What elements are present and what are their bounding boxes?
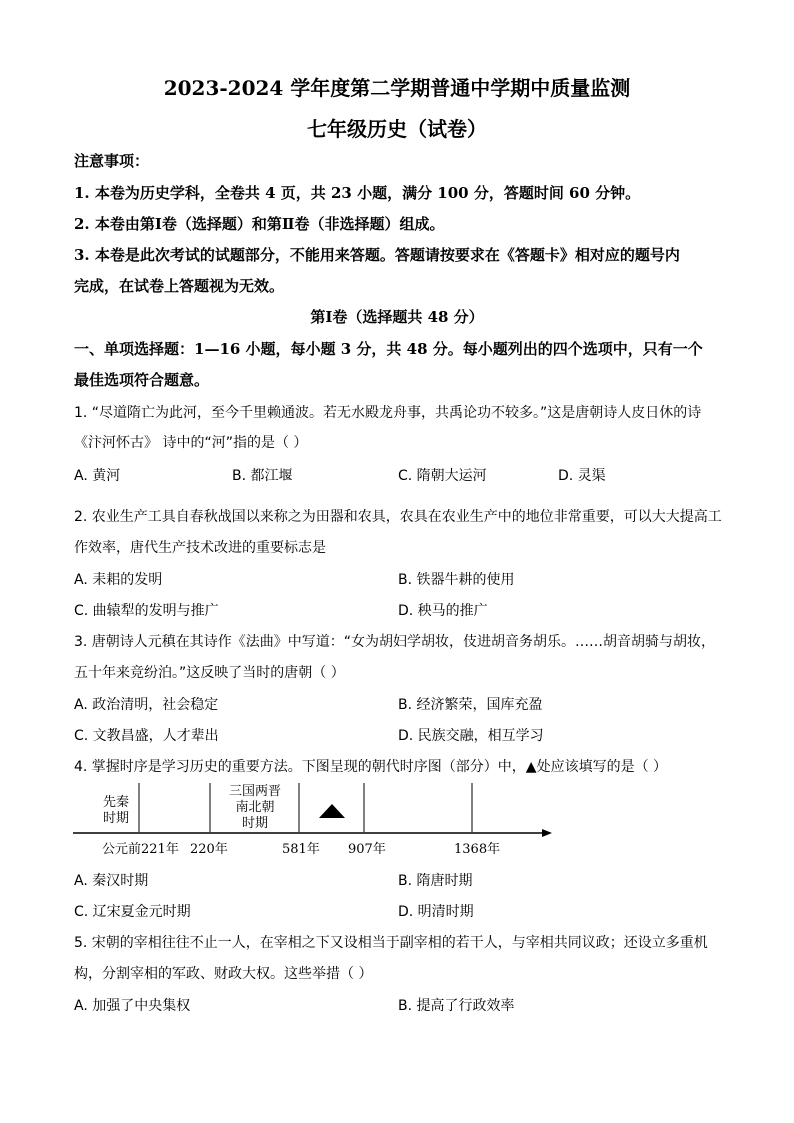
period-label: 三国两晋 <box>228 784 282 799</box>
question-3-option-b: B. 经济繁荣，国库充盈 <box>398 697 543 713</box>
dynasty-timeline <box>70 780 560 862</box>
question-2-option-a: A. 耒耜的发明 <box>74 572 163 588</box>
tick-label: 公元前221年 <box>102 842 179 857</box>
question-1-stem: 1. “尽道隋亡为此河，至今千里赖通波。若无水殿龙舟事，共禹论功不较多。”这是唐朝诗人皮日休的诗 <box>74 405 702 421</box>
question-3-option-c: C. 文教昌盛，人才辈出 <box>74 728 219 744</box>
exam-title: 2023-2024 学年度第二学期普通中学期中质量监测 <box>163 76 631 100</box>
period-label: 时期 <box>102 811 130 826</box>
timeline-arrow-icon <box>542 829 552 837</box>
question-2-option-b: B. 铁器牛耕的使用 <box>398 572 515 588</box>
note-item-1: 1. 本卷为历史学科，全卷共 4 页，共 23 小题，满分 100 分，答题时间 60 分钟。 <box>74 184 641 202</box>
tick-label: 220年 <box>190 842 228 857</box>
period-label: 先秦 <box>102 795 130 810</box>
question-4-option-a: A. 秦汉时期 <box>74 873 149 889</box>
note-item-3-cont: 完成，在试卷上答题视为无效。 <box>74 277 285 295</box>
note-item-3: 3. 本卷是此次考试的试题部分，不能用来答题。答题请按要求在《答题卡》相对应的题号内 <box>74 246 680 264</box>
question-3-option-d: D. 民族交融，相互学习 <box>398 728 544 744</box>
section-title: 第Ⅰ卷（选择题共 48 分） <box>310 308 484 326</box>
question-1-option-b: B. 都江堰 <box>232 468 293 484</box>
question-3-stem-cont: 五十年来竞纷泊。”这反映了当时的唐朝（ ） <box>74 665 345 681</box>
period-label: 南北朝 <box>235 800 275 815</box>
question-2-option-d: D. 秧马的推广 <box>398 603 488 619</box>
tick-label: 907年 <box>348 842 386 857</box>
question-5-option-b: B. 提高了行政效率 <box>398 998 515 1014</box>
notes-heading: 注意事项： <box>74 152 150 170</box>
question-5-stem-cont: 构，分割宰相的军政、财政大权。这些举措（ ） <box>74 966 373 982</box>
question-3-option-a: A. 政治清明，社会稳定 <box>74 697 219 713</box>
section-intro-cont: 最佳选项符合题意。 <box>74 371 210 389</box>
question-2-option-c: C. 曲辕犁的发明与推广 <box>74 603 219 619</box>
question-4-option-b: B. 隋唐时期 <box>398 873 473 889</box>
question-4-stem: 4. 掌握时序是学习历史的重要方法。下图呈现的朝代时序图（部分）中，▲处应该填写的是（ ） <box>74 759 668 775</box>
question-1-option-d: D. 灵渠 <box>558 468 606 484</box>
period-label: 时期 <box>241 816 269 831</box>
section-intro: 一、单项选择题：1—16 小题，每小题 3 分，共 48 分。每小题列出的四个选项中，只有一个 <box>74 340 703 358</box>
question-1-option-a: A. 黄河 <box>74 468 121 484</box>
tick-label: 581年 <box>282 842 320 857</box>
question-1-stem-cont: 《汴河怀古》 诗中的“河”指的是（ ） <box>74 435 308 451</box>
question-2-stem: 2. 农业生产工具自春秋战国以来称之为田器和农具，农具在农业生产中的地位非常重要，可以大大提高工 <box>74 509 722 525</box>
question-5-option-a: A. 加强了中央集权 <box>74 998 191 1014</box>
exam-subtitle: 七年级历史（试卷） <box>307 117 487 141</box>
question-3-stem: 3. 唐朝诗人元稹在其诗作《法曲》中写道：“女为胡妇学胡妆，伎进胡音务胡乐。……胡音胡骑与胡妆， <box>74 634 716 650</box>
question-1-option-c: C. 隋朝大运河 <box>398 468 487 484</box>
triangle-icon <box>319 804 345 818</box>
note-item-2: 2. 本卷由第Ⅰ卷（选择题）和第Ⅱ卷（非选择题）组成。 <box>74 215 445 233</box>
question-5-stem: 5. 宋朝的宰相往往不止一人，在宰相之下又设相当于副宰相的若干人，与宰相共同议政；还设立多重机 <box>74 935 708 951</box>
question-4-option-c: C. 辽宋夏金元时期 <box>74 904 191 920</box>
tick-label: 1368年 <box>454 842 501 857</box>
question-2-stem-cont: 作效率，唐代生产技术改进的重要标志是 <box>74 540 326 556</box>
question-4-option-d: D. 明清时期 <box>398 904 474 920</box>
